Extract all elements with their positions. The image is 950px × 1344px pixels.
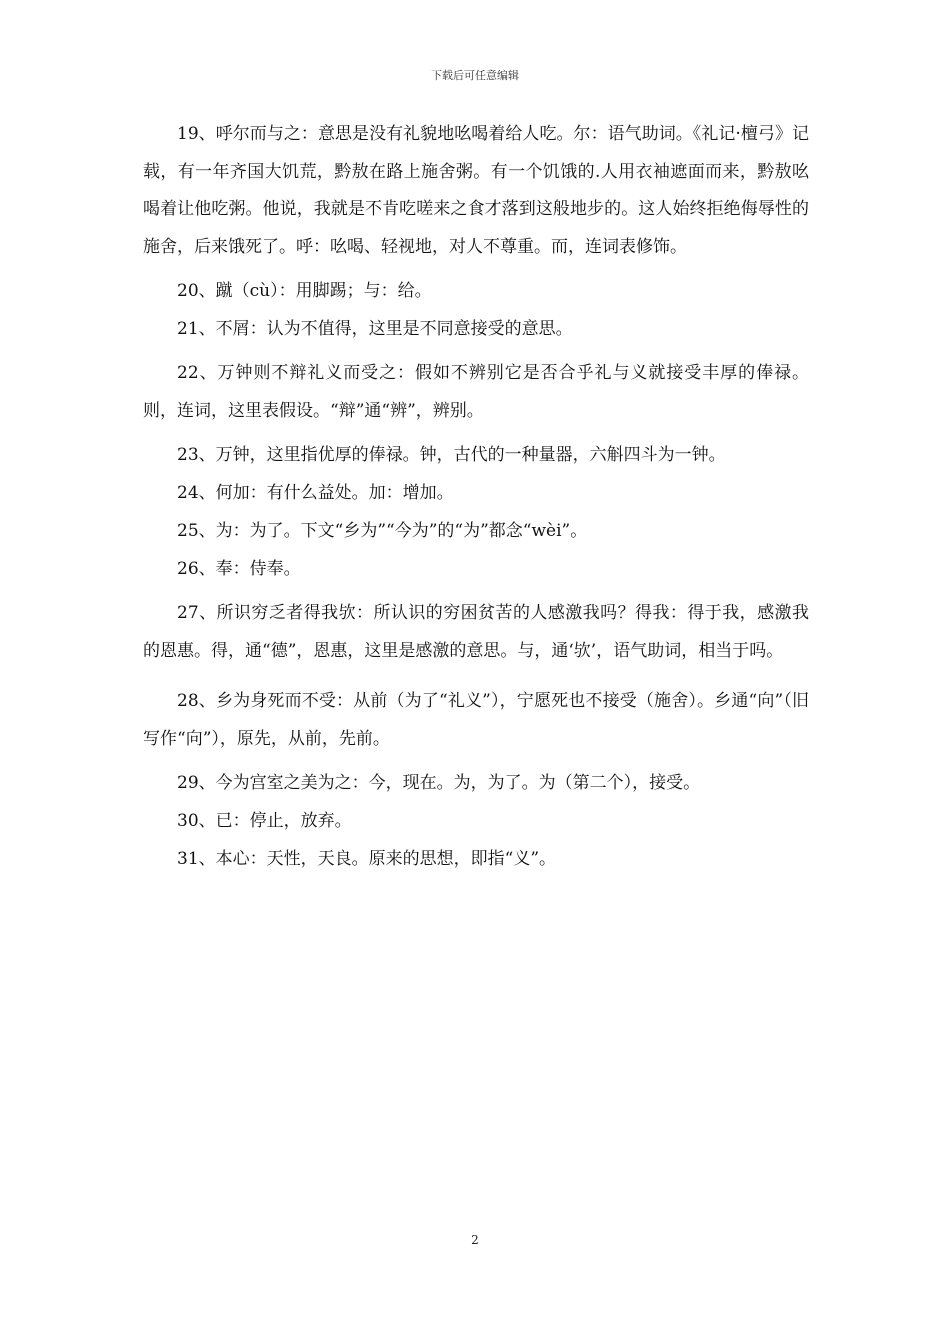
annotation-paragraph: 19、呼尔而与之：意思是没有礼貌地吆喝着给人吃。尔：语气助词。《礼记·檀弓》记载，有一年齐国大饥荒，黔敖在路上施舍粥。有一个饥饿的.人用衣袖遮面而来，黔敖吆喝着让他吃粥。他说，我就是不肯吃嗟来之食才落到这般地步的。这人始终拒绝侮辱性的施舍，后来饿死了。呼：吆喝、轻视地，对人不尊重。而，连词表修饰。 xyxy=(143,124,809,257)
annotation-paragraph: 29、今为宫室之美为之：今，现在。为，为了。为（第二个），接受。 xyxy=(177,773,701,793)
annotation-paragraph: 21、不屑：认为不值得，这里是不同意接受的意思。 xyxy=(177,319,573,339)
annotation-paragraph: 20、蹴（cù）：用脚踢；与：给。 xyxy=(177,281,432,301)
annotation-paragraph: 25、为：为了。下文“乡为”“今为”的“为”都念“wèi”。 xyxy=(177,521,588,541)
annotation-paragraph: 27、所识穷乏者得我欤：所认识的穷困贫苦的人感激我吗？得我：得于我，感激我的恩惠。得，通“德”，恩惠，这里是感激的意思。与，通‘欤’，语气助词，相当于吗。 xyxy=(143,603,809,661)
annotation-paragraph: 24、何加：有什么益处。加：增加。 xyxy=(177,483,454,503)
annotation-paragraph: 28、乡为身死而不受：从前（为了“礼义”），宁愿死也不接受（施舍）。乡通“向”（旧写作“向”），原先，从前，先前。 xyxy=(143,691,809,749)
annotation-paragraph: 23、万钟，这里指优厚的俸禄。钟，古代的一种量器，六斛四斗为一钟。 xyxy=(177,445,726,465)
annotation-paragraph: 22、万钟则不辩礼义而受之：假如不辨别它是否合乎礼与义就接受丰厚的俸禄。则，连词，这里表假设。“辩”通“辨”，辨别。 xyxy=(143,363,809,421)
page-header: 下载后可任意编辑 xyxy=(431,69,519,82)
annotation-paragraph: 30、已：停止，放弃。 xyxy=(177,811,352,831)
page-number: 2 xyxy=(471,1233,479,1247)
annotation-paragraph: 31、本心：天性，天良。原来的思想，即指“义”。 xyxy=(177,849,557,869)
annotation-paragraph: 26、奉：侍奉。 xyxy=(177,559,301,579)
document-body xyxy=(143,116,809,885)
